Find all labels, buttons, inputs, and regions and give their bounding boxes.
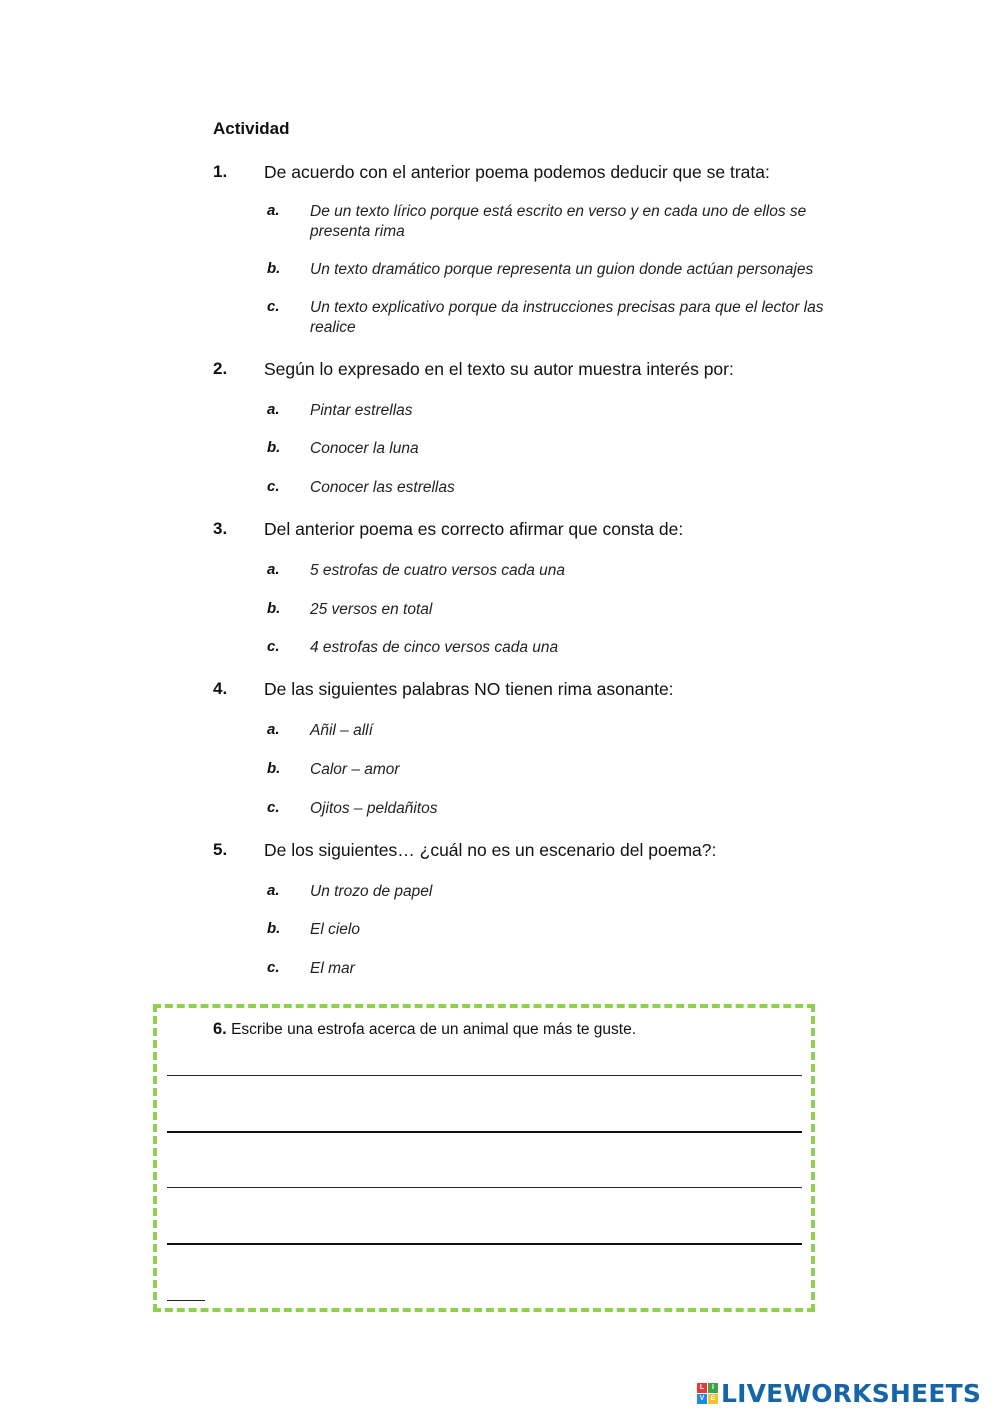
option-text: Conocer las estrellas <box>310 479 455 496</box>
option-text: 25 versos en total <box>310 601 433 618</box>
logo-letter-v: V <box>697 1394 707 1404</box>
question-6 <box>213 1020 636 1039</box>
option-letter: a. <box>267 721 280 738</box>
option-text: Un trozo de papel <box>310 883 433 900</box>
option-letter: a. <box>267 202 280 219</box>
option-text: Añil – allí <box>310 722 373 739</box>
question-text: De las siguientes palabras NO tienen rima asonante: <box>264 679 674 699</box>
writing-box <box>153 1004 815 1312</box>
option-text: De un texto lírico porque está escrito en verso y en cada uno de ellos se presenta rima <box>310 203 807 240</box>
logo-letter-e: E <box>708 1394 718 1404</box>
option-text: Un texto explicativo porque da instrucciones precisas para que el lector las realice <box>310 299 824 336</box>
logo-letter-l: L <box>697 1383 707 1393</box>
question-number: 4. <box>213 679 228 698</box>
option-letter: a. <box>267 882 280 899</box>
logo-letter-i: I <box>708 1383 718 1393</box>
question-number: 2. <box>213 359 228 378</box>
option-text: Ojitos – peldañitos <box>310 800 438 817</box>
question-text: Del anterior poema es correcto afirmar que consta de: <box>264 519 684 539</box>
question-text: Según lo expresado en el texto su autor muestra interés por: <box>264 359 734 379</box>
question-text: De los siguientes… ¿cuál no es un escenario del poema?: <box>264 840 717 860</box>
answer-line-3[interactable] <box>167 1187 802 1188</box>
option-letter: b. <box>267 760 281 777</box>
option-letter: c. <box>267 959 280 976</box>
option-letter: b. <box>267 600 281 617</box>
answer-line-2[interactable] <box>167 1131 802 1133</box>
option-letter: a. <box>267 561 280 578</box>
option-text: 4 estrofas de cinco versos cada una <box>310 639 559 656</box>
option-text: Un texto dramático porque representa un guion donde actúan personajes <box>310 261 814 278</box>
answer-line-4[interactable] <box>167 1243 802 1245</box>
question-number: 5. <box>213 840 228 859</box>
option-letter: c. <box>267 638 280 655</box>
option-letter: c. <box>267 799 280 816</box>
option-text: 5 estrofas de cuatro versos cada una <box>310 562 566 579</box>
logo-text: LIVEWORKSHEETS <box>721 1378 982 1408</box>
question-text: De acuerdo con el anterior poema podemos deducir que se trata: <box>264 162 770 182</box>
option-text: Calor – amor <box>310 761 400 778</box>
option-letter: b. <box>267 439 281 456</box>
option-text: Pintar estrellas <box>310 402 413 419</box>
option-letter: a. <box>267 401 280 418</box>
option-letter: b. <box>267 260 281 277</box>
question-text: Escribe una estrofa acerca de un animal que más te guste. <box>231 1021 637 1038</box>
option-letter: b. <box>267 920 281 937</box>
logo-icon <box>697 1383 718 1404</box>
answer-line-1[interactable] <box>167 1075 802 1076</box>
option-text: El cielo <box>310 921 360 938</box>
option-letter: c. <box>267 298 280 315</box>
liveworksheets-logo <box>697 1378 981 1408</box>
question-number: 1. <box>213 162 228 181</box>
activity-title: Actividad <box>213 119 290 138</box>
answer-line-5[interactable] <box>167 1300 205 1301</box>
question-number: 3. <box>213 519 228 538</box>
option-text: Conocer la luna <box>310 440 419 457</box>
question-number: 6. <box>213 1020 227 1038</box>
option-letter: c. <box>267 478 280 495</box>
option-text: El mar <box>310 960 355 977</box>
